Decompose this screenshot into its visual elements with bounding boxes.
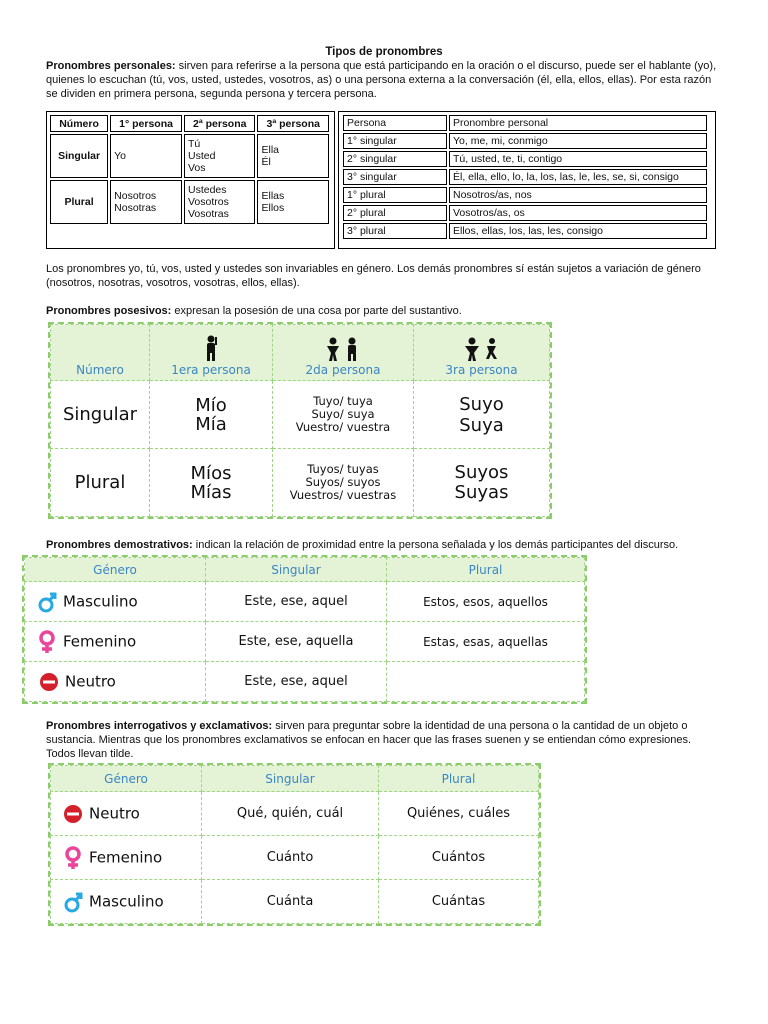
- gender-note: Los pronombres yo, tú, vos, usted y ustedes son invariables en género. Los demás pronombres sí están sujetos a variación de género (nosotros, nosotras, vosotros, vosotras, ellos, ellas).: [46, 263, 701, 289]
- posesivos-table: Número 1era persona 2da persona 3ra persona Singular Mío Mía Tuyo/ tuya Suyo/ suya Vuestro/ vuestra Suyo Suya Plural Míos Mías Tuyos/ tuyas Suyos/ suyos Vuestros/ vuestras Suyos Suyas: [48, 322, 552, 519]
- document-page: [46, 46, 722, 931]
- female-icon: [63, 846, 83, 870]
- personal-tables: [46, 109, 722, 251]
- page-title: Tipos de pronombres: [325, 46, 443, 58]
- demostrativos-table: Género Singular Plural Masculino Este, ese, aquel Estos, esos, aquellos Femenino Este, ese, aquella Estas, esas, aquellas Neutro Este, ese, aquel: [22, 555, 587, 704]
- neutral-icon: [39, 672, 59, 692]
- posesivos-paragraph: Pronombres posesivos: expresan la posesión de una cosa por parte del sustantivo.: [46, 305, 462, 317]
- table-personas-numero: Número 1° persona 2ª persona 3ª persona Singular Yo Tú Usted Vos Ella Él Plural Nosotros Nosotras Ustedes Vosotros Vosotras Ellas Ellos: [46, 111, 335, 249]
- interrogativos-table: Género Singular Plural Neutro Qué, quién, cuál Quiénes, cuáles Femenino Cuánto Cuántos Masculino Cuánta Cuántas: [48, 763, 541, 926]
- two-people-icon: [323, 337, 363, 361]
- personal-paragraph: Pronombres personales: sirven para referirse a la persona que está participando en la oración o el discurso, puede ser el hablante (yo), quienes lo escuchan (tú, vos, usted, ustedes, vosotros, as) o una persona externa a la conversación (él, ella, ellos, ellas). Por esta razón se dividen en primera persona, segunda persona y tercera persona.: [46, 60, 717, 100]
- interrogativos-paragraph: Pronombres interrogativos y exclamativos: sirven para preguntar sobre la identidad de una persona o la cantidad de un objeto o sustancia. Mientras que los pronombres exclamativos se enfocan en hacer que las frases suenen y se entiendan cómo expresiones. Todos llevan tilde.: [46, 720, 692, 760]
- male-icon: [37, 591, 57, 613]
- table-pronombre-personal: Persona Pronombre personal 1° singular Yo, me, mi, conmigo 2° singular Tú, usted, te, ti, contigo 3° singular Él, ella, ello, lo, la, los, las, le, les, se, si, consigo 1° plural Nosotros/as, nos 2° plural Vosotros/as, os 3° plural Ellos, ellas, los, las, les, consigo: [338, 111, 716, 249]
- person-icon: [204, 335, 218, 361]
- people-pointing-icon: [462, 337, 502, 361]
- female-icon: [37, 630, 57, 654]
- male-icon: [63, 891, 83, 913]
- neutral-icon: [63, 804, 83, 824]
- demostrativos-paragraph: Pronombres demostrativos: indican la relación de proximidad entre la persona señalada y los demás participantes del discurso.: [46, 539, 679, 551]
